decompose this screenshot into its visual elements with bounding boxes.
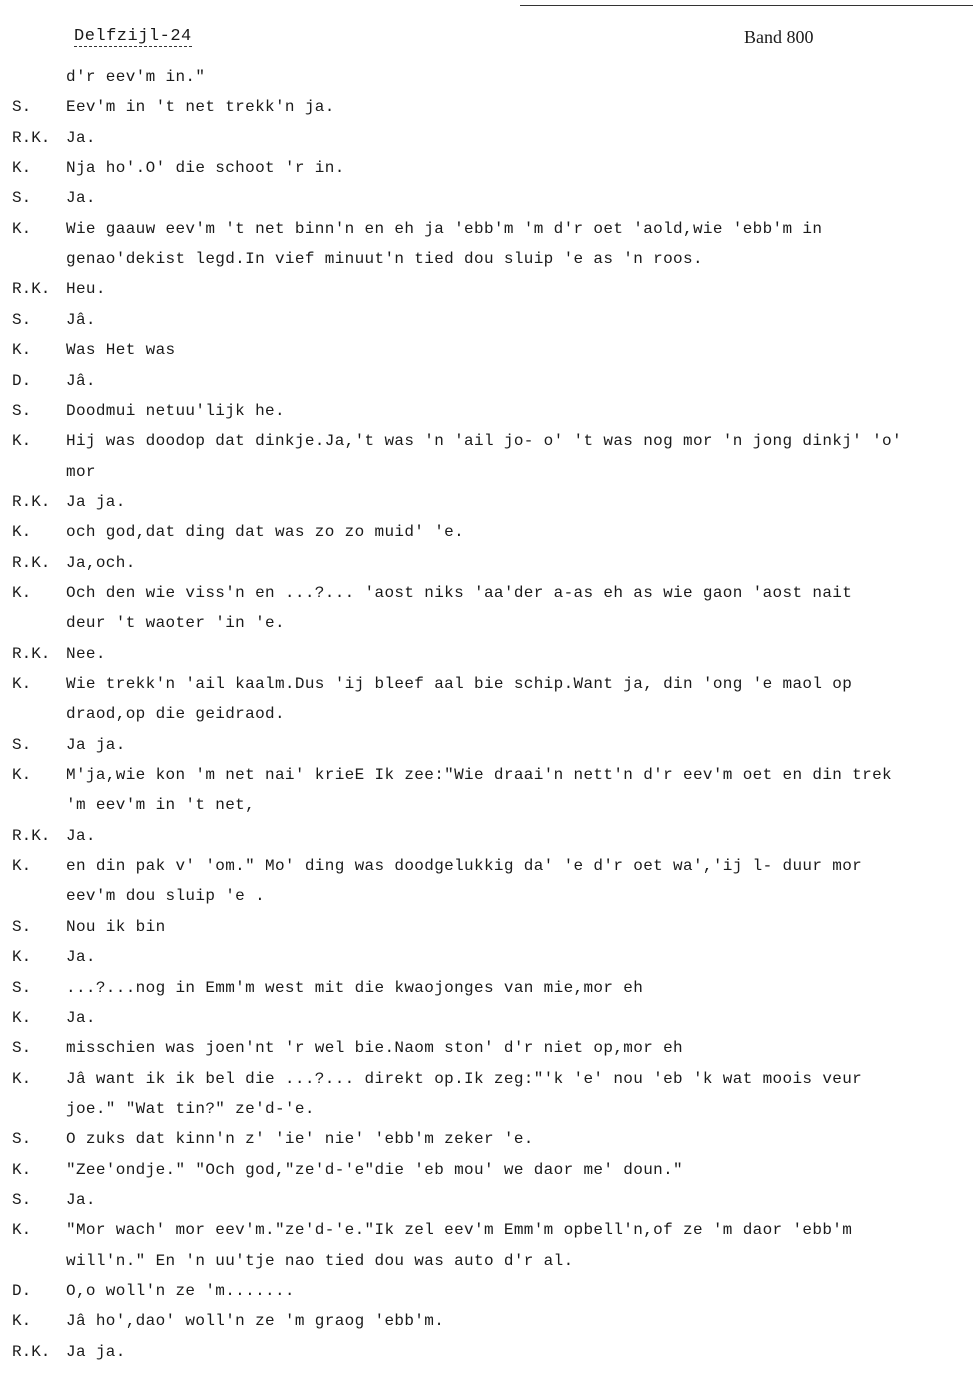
speaker-label: S. <box>12 311 32 329</box>
utterance-text: Wie trekk'n 'ail kaalm.Dus 'ij bleef aal bie schip.Want ja, din 'ong 'e maol op <box>66 675 853 693</box>
transcript-line <box>0 1280 973 1302</box>
utterance-text: Nja ho'.O' die schoot 'r in. <box>66 159 345 177</box>
utterance-text: Nou ik bin <box>66 918 166 936</box>
utterance-continuation: joe." "Wat tin?" ze'd-'e. <box>66 1100 315 1118</box>
utterance-text: och god,dat ding dat was zo zo muid' 'e. <box>66 523 465 541</box>
speaker-label: K. <box>12 220 32 238</box>
speaker-label: K. <box>12 523 32 541</box>
transcript-line <box>0 552 973 574</box>
transcript-line <box>0 1159 973 1181</box>
utterance-text: Doodmui netuu'lijk he. <box>66 402 285 420</box>
utterance-text: Ja. <box>66 189 96 207</box>
speaker-label: K. <box>12 857 32 875</box>
utterance-text: Eev'm in 't net trekk'n ja. <box>66 98 335 116</box>
transcript-line <box>0 96 973 118</box>
transcript-line <box>0 1128 973 1150</box>
utterance-continuation: draod,op die geidraod. <box>66 705 285 723</box>
transcript-line <box>0 127 973 149</box>
transcript-line <box>0 1189 973 1211</box>
transcript-line <box>0 461 973 483</box>
utterance-text: misschien was joen'nt 'r wel bie.Naom ston' d'r niet op,mor eh <box>66 1039 683 1057</box>
transcript-line <box>0 916 973 938</box>
speaker-label: R.K. <box>12 129 51 147</box>
utterance-text: Jâ. <box>66 372 96 390</box>
utterance-text: Ja. <box>66 827 96 845</box>
speaker-label: S. <box>12 1039 32 1057</box>
speaker-label: K. <box>12 1312 32 1330</box>
transcript-line <box>0 612 973 634</box>
transcript-line <box>0 248 973 270</box>
transcript-line <box>0 491 973 513</box>
utterance-text: Nee. <box>66 645 106 663</box>
speaker-label: R.K. <box>12 645 51 663</box>
utterance-text: O zuks dat kinn'n z' 'ie' nie' 'ebb'm zeker 'e. <box>66 1130 534 1148</box>
transcript-line <box>0 1341 973 1363</box>
utterance-text: Ja. <box>66 948 96 966</box>
transcript-line <box>0 187 973 209</box>
transcript-line <box>0 1037 973 1059</box>
speaker-label: S. <box>12 1191 32 1209</box>
transcript-line <box>0 400 973 422</box>
transcript-line <box>0 309 973 331</box>
speaker-label: R.K. <box>12 280 51 298</box>
transcript-line <box>0 370 973 392</box>
transcript-line <box>0 521 973 543</box>
utterance-text: Wie gaauw eev'm 't net binn'n en eh ja 'ebb'm 'm d'r oet 'aold,wie 'ebb'm in <box>66 220 823 238</box>
utterance-text: Jâ. <box>66 311 96 329</box>
utterance-continuation: deur 't waoter 'in 'e. <box>66 614 285 632</box>
transcript-line <box>0 1250 973 1272</box>
band-number: Band 800 <box>744 27 814 47</box>
utterance-text: Ja ja. <box>66 493 126 511</box>
speaker-label: S. <box>12 189 32 207</box>
utterance-continuation: will'n." En 'n uu'tje nao tied dou was auto d'r al. <box>66 1252 574 1270</box>
speaker-label: D. <box>12 1282 32 1300</box>
transcript-line <box>0 1219 973 1241</box>
utterance-text: Ja ja. <box>66 736 126 754</box>
speaker-label: K. <box>12 159 32 177</box>
transcript-line <box>0 764 973 786</box>
utterance-text: Jâ want ik ik bel die ...?... direkt op.Ik zeg:"'k 'e' nou 'eb 'k wat moois veur <box>66 1070 863 1088</box>
speaker-label: K. <box>12 675 32 693</box>
speaker-label: R.K. <box>12 493 51 511</box>
transcript-line <box>0 643 973 665</box>
speaker-label: K. <box>12 766 32 784</box>
utterance-continuation: genao'dekist legd.In vief minuut'n tied dou sluip 'e as 'n roos. <box>66 250 703 268</box>
speaker-label: K. <box>12 341 32 359</box>
speaker-label: S. <box>12 918 32 936</box>
utterance-text: Ja,och. <box>66 554 136 572</box>
utterance-text: Ja. <box>66 1191 96 1209</box>
speaker-label: R.K. <box>12 1343 51 1361</box>
top-rule <box>520 5 973 6</box>
utterance-continuation: d'r eev'm in." <box>66 68 206 86</box>
utterance-text: Hij was doodop dat dinkje.Ja,'t was 'n 'ail jo- o' 't was nog mor 'n jong dinkj' 'o' <box>66 432 902 450</box>
utterance-text: O,o woll'n ze 'm....... <box>66 1282 295 1300</box>
transcript-line <box>0 66 973 88</box>
document-id <box>74 27 192 46</box>
speaker-label: S. <box>12 98 32 116</box>
transcript-line <box>0 855 973 877</box>
transcript-line <box>0 885 973 907</box>
transcript-line <box>0 1007 973 1029</box>
speaker-label: K. <box>12 948 32 966</box>
speaker-label: S. <box>12 736 32 754</box>
transcript-line <box>0 430 973 452</box>
utterance-text: ...?...nog in Emm'm west mit die kwaojonges van mie,mor eh <box>66 979 644 997</box>
utterance-text: Ja. <box>66 1009 96 1027</box>
utterance-text: Ja. <box>66 129 96 147</box>
speaker-label: D. <box>12 372 32 390</box>
speaker-label: S. <box>12 402 32 420</box>
transcript-line <box>0 703 973 725</box>
speaker-label: K. <box>12 1221 32 1239</box>
utterance-continuation: eev'm dou sluip 'e . <box>66 887 266 905</box>
speaker-label: R.K. <box>12 554 51 572</box>
transcript-line <box>0 1310 973 1332</box>
utterance-text: Was Het was <box>66 341 176 359</box>
speaker-label: K. <box>12 432 32 450</box>
utterance-text: M'ja,wie kon 'm net nai' krieE Ik zee:"Wie draai'n nett'n d'r eev'm oet en din trek <box>66 766 892 784</box>
utterance-text: en din pak v' 'om." Mo' ding was doodgelukkig da' 'e d'r oet wa','ij l- duur mor <box>66 857 863 875</box>
transcript-line <box>0 1068 973 1090</box>
transcript-line <box>0 582 973 604</box>
speaker-label: S. <box>12 1130 32 1148</box>
transcript-line <box>0 1098 973 1120</box>
transcript-line <box>0 825 973 847</box>
utterance-continuation: 'm eev'm in 't net, <box>66 796 256 814</box>
utterance-text: "Mor wach' mor eev'm."ze'd-'e."Ik zel eev'm Emm'm opbell'n,of ze 'm daor 'ebb'm <box>66 1221 853 1239</box>
speaker-label: K. <box>12 584 32 602</box>
speaker-label: K. <box>12 1070 32 1088</box>
transcript-line <box>0 673 973 695</box>
utterance-text: "Zee'ondje." "Och god,"ze'd-'e"die 'eb mou' we daor me' doun." <box>66 1161 683 1179</box>
utterance-text: Jâ ho',dao' woll'n ze 'm graog 'ebb'm. <box>66 1312 445 1330</box>
transcript-line <box>0 218 973 240</box>
speaker-label: K. <box>12 1161 32 1179</box>
transcript-line <box>0 734 973 756</box>
speaker-label: R.K. <box>12 827 51 845</box>
speaker-label: K. <box>12 1009 32 1027</box>
transcript-line <box>0 278 973 300</box>
utterance-text: Och den wie viss'n en ...?... 'aost niks 'aa'der a-as eh as wie gaon 'aost nait <box>66 584 853 602</box>
transcript-line <box>0 977 973 999</box>
transcript-line <box>0 157 973 179</box>
document-id-text: Delfzijl-24 <box>74 27 192 46</box>
utterance-continuation: mor <box>66 463 96 481</box>
transcript-line <box>0 339 973 361</box>
transcript-line <box>0 946 973 968</box>
utterance-text: Heu. <box>66 280 106 298</box>
utterance-text: Ja ja. <box>66 1343 126 1361</box>
speaker-label: S. <box>12 979 32 997</box>
transcript-line <box>0 794 973 816</box>
